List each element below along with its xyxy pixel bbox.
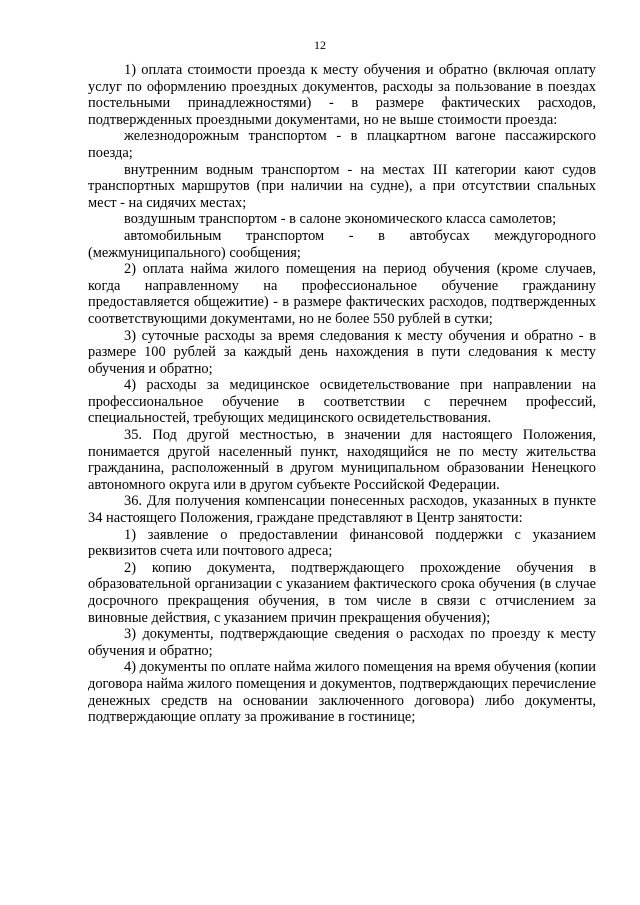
paragraph-section-36: 36. Для получения компенсации понесенных расходов, указанных в пункте 34 настоящего Положения, граждане представляют в Центр занятости: bbox=[88, 493, 596, 527]
paragraph-road-transport: автомобильным транспортом - в автобусах междугородного (межмуниципального) сообщения; bbox=[88, 227, 596, 261]
paragraph-rail-transport: железнодорожным транспортом - в плацкартном вагоне пассажирского поезда; bbox=[88, 128, 596, 161]
paragraph-doc-3-travel-docs: 3) документы, подтверждающие сведения о расходах по проезду к месту обучения и обратно; bbox=[88, 626, 596, 659]
document-body bbox=[88, 62, 596, 726]
paragraph-doc-1-application: 1) заявление о предоставлении финансовой поддержки с указанием реквизитов счета или почтового адреса; bbox=[88, 526, 596, 560]
paragraph-item-4-medical: 4) расходы за медицинское освидетельствование при направлении на профессиональное обучение в соответствии с перечнем профессий, специальностей, требующих медицинского освидетельствования. bbox=[88, 377, 596, 427]
paragraph-section-35: 35. Под другой местностью, в значении для настоящего Положения, понимается другой населенный пункт, находящийся не по месту жительства гражданина, расположенный в другом муниципальном образовании Ненецкого автономного округа или в другом субъекте Российской Федерации. bbox=[88, 427, 596, 493]
paragraph-item-3-daily-allowance: 3) суточные расходы за время следования к месту обучения и обратно - в размере 100 рублей за каждый день нахождения в пути следования к месту обучения и обратно; bbox=[88, 327, 596, 377]
paragraph-doc-2-training-proof: 2) копию документа, подтверждающего прохождение обучения в образовательной организации с указанием фактического срока обучения (в случае досрочного прекращения обучения, в том числе в связи с отчислением за виновные действия, с указанием причин прекращения обучения); bbox=[88, 559, 596, 626]
paragraph-item-1-travel-cost: 1) оплата стоимости проезда к месту обучения и обратно (включая оплату услуг по оформлению проездных документов, расходы за пользование в поездах постельными принадлежностями) - в размере фактических расходов, подтвержденных проездными документами, но не выше стоимости проезда: bbox=[88, 62, 596, 128]
paragraph-item-2-housing: 2) оплата найма жилого помещения на период обучения (кроме случаев, когда направленному на профессиональное обучение гражданину предоставляется общежитие) - в размере фактических расходов, подтвержденных соответствующими документами, но не более 550 рублей в сутки; bbox=[88, 261, 596, 327]
paragraph-doc-4-housing-docs: 4) документы по оплате найма жилого помещения на время обучения (копии договора найма жилого помещения и документов, подтверждающих перечисление денежных средств на основании заключенного договора) либо документы, подтверждающие оплату за проживание в гостинице; bbox=[88, 659, 596, 726]
page-number: 12 bbox=[314, 38, 326, 52]
paragraph-water-transport: внутренним водным транспортом - на местах III категории кают судов транспортных маршрутов (при наличии на судне), а при отсутствии спальных мест - на сидячих местах; bbox=[88, 161, 596, 211]
paragraph-air-transport: воздушным транспортом - в салоне экономического класса самолетов; bbox=[124, 211, 557, 228]
